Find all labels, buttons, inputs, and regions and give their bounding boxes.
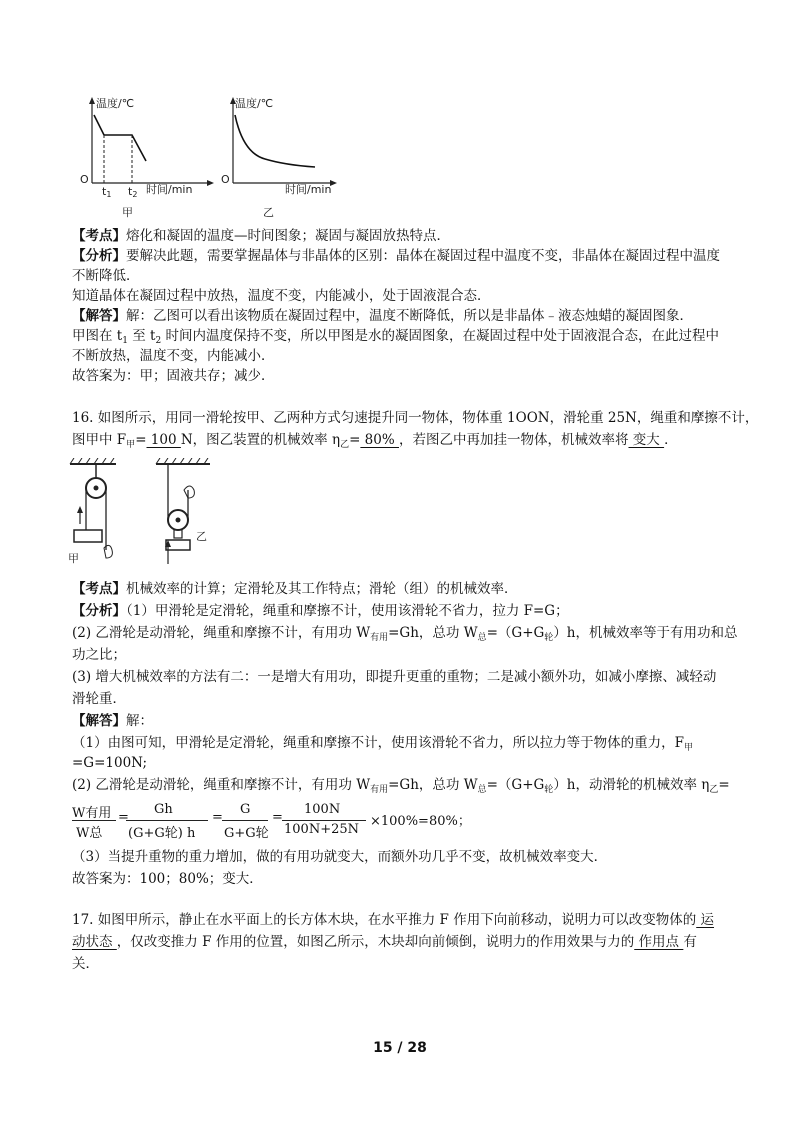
efficiency-formula: W有用 W总 = Gh (G+G轮) h = G G+G轮 = 100N 100N+25N ×100%=80%； xyxy=(72,802,471,841)
q17-blank-2: 作用点 xyxy=(634,934,684,950)
q16-fenxi-3: 功之比； xyxy=(72,647,126,663)
q16-jieda-4: （3）当提升重物的重力增加，做的有用功就变大，而额外功几乎不变，故机械效率变大． xyxy=(72,849,608,865)
q15-jieda-1: 【解答】解：乙图可以看出该物质在凝固过程中，温度不断降低，所以是非晶体﹣液态烛蜡的凝固图象． xyxy=(72,308,693,324)
q17-blank-1b: 动状态 xyxy=(72,934,117,950)
origin-label: O xyxy=(221,173,230,186)
q16-line-1: 16. 如图所示，用同一滑轮按甲、乙两种方式匀速提升同一物体，物体重 1OON，滑轮重 25N，绳重和摩擦不计， xyxy=(72,410,759,426)
q15-fenxi-2: 不断降低． xyxy=(72,268,140,284)
q17-line-3: 关． xyxy=(72,956,99,972)
weight-jia xyxy=(74,530,102,542)
t1-label: t1 xyxy=(102,185,112,199)
curve-yi xyxy=(235,115,315,167)
q16-fenxi-2: (2) 乙滑轮是动滑轮，绳重和摩擦不计，有用功 $W_{有用}=Gh$，总功 $W_总=(G+G_轮)h$，机械效率等于有用功和总 xyxy=(72,625,738,643)
origin-label: O xyxy=(80,173,89,186)
q15-fenxi-3: 知道晶体在凝固过程中放热，温度不变，内能减小，处于固液混合态． xyxy=(72,288,491,304)
t2-label: t2 xyxy=(128,185,138,199)
q15-kaodian: 【考点】熔化和凝固的温度—时间图象；凝固与凝固放热特点． xyxy=(72,228,450,244)
caption-moving: 乙 xyxy=(196,530,207,543)
caption-jia: 甲 xyxy=(122,206,133,219)
frac3-num: G xyxy=(240,802,251,817)
frac4-den: 100N+25N xyxy=(284,822,359,837)
frac4-num: 100N xyxy=(304,802,341,817)
caption-fixed: 甲 xyxy=(68,552,79,565)
x-label: 时间/min xyxy=(285,183,332,196)
graph-jia xyxy=(70,95,230,220)
q16-jieda-3: (2) 乙滑轮是动滑轮，绳重和摩擦不计，有用功 $W_{有用}=Gh$，总功 $W_总=(G+G_轮)h$，动滑轮的机械效率 $\eta_乙=$ xyxy=(72,777,730,795)
q17-line-2: 动状态 ，仅改变推力 F 作用的位置，如图乙所示，木块却向前倾倒，说明力的作用效果与力的 作用点 有 xyxy=(72,934,697,950)
frac3-den: G+G轮 xyxy=(224,826,269,841)
q15-jieda-3: 不断放热，温度不变，内能减小． xyxy=(72,348,275,364)
curve-jia xyxy=(94,115,146,161)
q15-fenxi-1: 【分析】要解决此题，需要掌握晶体与非晶体的区别：晶体在凝固过程中温度不变，非晶体在凝固过程中温度 xyxy=(72,248,720,264)
page-number: 15 / 28 xyxy=(373,1040,427,1056)
q16-kaodian: 【考点】机械效率的计算；定滑轮及其工作特点；滑轮（组）的机械效率． xyxy=(72,581,518,597)
q17-blank-1a: 运 xyxy=(696,912,715,928)
q16-line-2: 图甲中 $F_甲= 100$ N，图乙装置的机械效率 $\eta_乙= 80\%$ ，若图乙中再加挂一物体，机械效率将 变大 ． xyxy=(72,432,678,450)
frac1-den: W总 xyxy=(76,826,103,841)
q16-jieda-2: =G=100N; xyxy=(72,755,148,771)
frac2-num: Gh xyxy=(154,802,173,817)
caption-yi: 乙 xyxy=(263,206,274,219)
q16-blank-1: 100 xyxy=(146,432,181,448)
q16-blank-3: 变大 xyxy=(628,432,665,448)
y-label: 温度/℃ xyxy=(235,97,274,110)
x-arrow xyxy=(207,180,214,186)
q16-jieda-tag: 【解答】解： xyxy=(72,713,153,729)
graph-yi xyxy=(215,95,345,220)
q15-jieda-2: 甲图在 $t_1$ 至 $t_2$ 时间内温度保持不变，所以甲图是水的凝固图象，在凝固过程中处于固液混合态，在此过程中 xyxy=(72,328,719,346)
q16-blank-2: 80% xyxy=(360,432,399,448)
q16-fenxi-4: (3) 增大机械效率的方法有二：一是增大有用功，即提升更重的重物；二是减小额外功，如减小摩擦、减轻动 xyxy=(72,669,717,685)
q16-jieda-1: （1）由图可知，甲滑轮是定滑轮，绳重和摩擦不计，使用该滑轮不省力，所以拉力等于物体的重力，$F_甲$ xyxy=(72,735,693,753)
y-arrow xyxy=(89,97,95,104)
pulley-figures xyxy=(68,458,218,573)
q16-fenxi-1: 【分析】（1）甲滑轮是定滑轮，绳重和摩擦不计，使用该滑轮不省力，拉力 F=G； xyxy=(72,603,569,619)
frac1-num: W有用 xyxy=(72,806,112,821)
q16-fenxi-5: 滑轮重． xyxy=(72,691,126,707)
frac2-den: (G+G轮) h xyxy=(128,826,196,841)
frac-tail: ×100%=80%； xyxy=(370,814,471,829)
y-label: 温度/℃ xyxy=(96,97,135,110)
q16-answer: 故答案为：100；80%；变大． xyxy=(72,871,263,887)
q15-answer: 故答案为：甲；固液共存；减少． xyxy=(72,368,275,384)
x-label: 时间/min xyxy=(146,183,193,196)
q17-line-1: 17. 如图甲所示，静止在水平面上的长方体木块，在水平推力 F 作用下向前移动，说明力可以改变物体的 运 xyxy=(72,912,715,928)
